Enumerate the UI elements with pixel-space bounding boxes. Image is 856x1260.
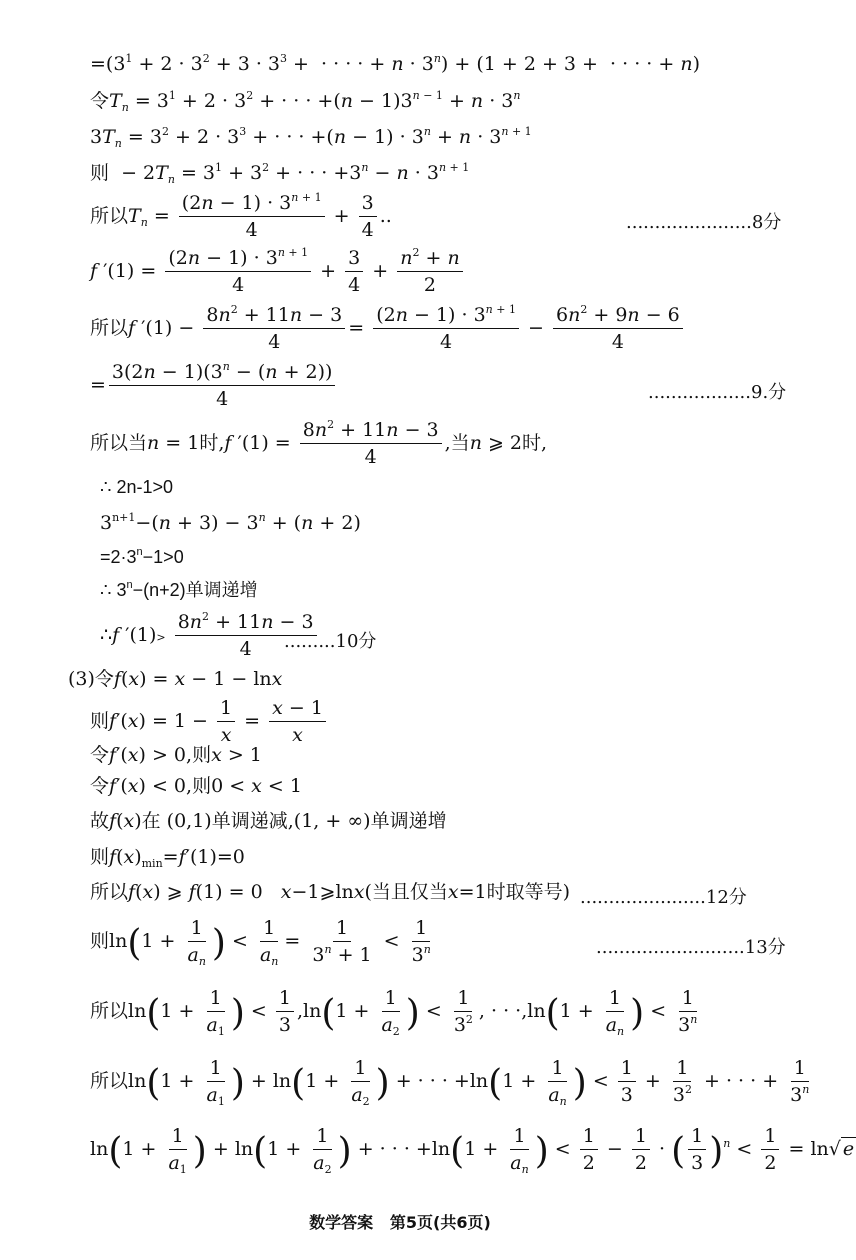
eq-line-16: 则f′(x) = 1 − $\frac{1}{x}$ = $\frac{x - 1}{x}$ <box>90 698 329 746</box>
eq-line-1: $=(3^1 + 2 \cdot 3^2 + 3 \cdot 3^3$ + · · · · + $n \cdot 3^n) + (1 + 2 + 3$ + · · · · + n) <box>90 52 700 75</box>
eq-line-23: 所以ln(1 + $\frac{1}{a_1}$ ) < $\frac{1}{3}$ ,ln(1 + $\frac{1}{a_2}$ ) < $\frac{1}{3^2}$ , · · ·,ln(1 + $\frac{1}{a_n}$ ) < $\frac{1}{3^n}$ <box>90 987 698 1038</box>
eq-line-20: 则$f(x)_{min}=f'(1)=0$ <box>90 846 245 870</box>
footer-label: 数学答案 <box>309 1213 374 1232</box>
eq-line-25: ln(1 + $\frac{1}{a_1}$ ) + ln(1 + $\frac{1}{a_2}$ ) + · · · +ln(1 + $\frac{1}{a_n}$ ) < $\frac{1}{2}$ − $\frac{1}{2}$ · ( $\frac{1}{3}$ )$^n$ < $\frac{1}{2}$ = ln√ e <box>90 1125 855 1176</box>
eq-line-7: 所以f ′(1) − $\frac{8n^2 + 11n - 3}{4}$ = $\frac{(2n - 1) \cdot 3^{n + 1}}{4}$ − $\frac{6n^2 + 9n - 6}{4}$ <box>90 305 686 353</box>
score-10: .........10分 <box>284 631 377 652</box>
footer-page: 第5页(共6页) <box>389 1213 491 1232</box>
eq-line-15: (3)令f(x) = x − 1 − lnx <box>68 668 283 690</box>
eq-line-22: 则ln(1 + $\frac{1}{a_n}$ ) < $\frac{1}{a_n}$ = $\frac{1}{3^n + 1}$ < $\frac{1}{3^n}$ <box>90 917 431 968</box>
eq-line-19: 故f(x)在 (0,1)单调递减,(1, + ∞)单调递增 <box>90 810 447 832</box>
eq-line-8: = $\frac{3(2n - 1)(3^n - (n + 2))}{4}$ <box>90 362 338 410</box>
eq-line-21: 所以f(x) ⩾ f(1) = 0 x−1⩾lnx(当且仅当x=1时取等号) <box>90 881 571 903</box>
score-8: ......................8分 <box>626 212 782 233</box>
eq-line-17: 令f′(x) > 0,则x > 1 <box>90 744 262 766</box>
eq-line-11: $3^{n+1}-(n + 3) - 3^n + (n + 2)$ <box>100 511 361 534</box>
eq-line-13: ∴ $3^n-(n+2)$单调递增 <box>100 579 258 600</box>
eq-line-24: 所以ln(1 + $\frac{1}{a_1}$ ) + ln(1 + $\frac{1}{a_2}$ ) + · · · +ln(1 + $\frac{1}{a_n}$ ) < $\frac{1}{3}$ + $\frac{1}{3^2}$ + · · · + $\frac{1}{3^n}$ <box>90 1057 810 1108</box>
page-footer <box>0 1210 800 1233</box>
eq-line-5: 所以$T_n$ = $\frac{(2n - 1) \cdot 3^{n + 1}}{4}$ + $\frac{3}{4}$ .. <box>90 191 392 241</box>
eq-line-3: $3T_n = 3^2 + 2 \cdot 3^3$ + · · · $+(n - 1) \cdot 3^n + n \cdot 3^{n + 1}$ <box>90 125 532 150</box>
eq-line-14: ∴f ′(1)> $\frac{8n^2 + 11n - 3}{4}$ <box>100 612 320 660</box>
eq-line-10: ∴ 2n-1>0 <box>100 477 174 497</box>
eq-line-12: $=2\cdot 3^n-1>0$ <box>100 546 184 567</box>
eq-line-9: 所以当n = 1时,f ′(1) = $\frac{8n^2 + 11n - 3}{4}$ ,当n ⩾ 2时, <box>90 418 548 468</box>
score-9: ..................9.分 <box>648 382 787 403</box>
eq-line-18: 令f′(x) < 0,则0 < x < 1 <box>90 775 302 797</box>
eq-line-6: f ′(1) = $\frac{(2n - 1) \cdot 3^{n + 1}}{4}$ + $\frac{3}{4}$ + $\frac{n^2 + n}{2}$ <box>90 248 466 296</box>
score-12: ......................12分 <box>580 887 747 908</box>
eq-line-4: 则 − $2T_n = 3^1 + 3^2$ + · · · $+3^n - n \cdot 3^{n + 1}$ <box>90 161 470 186</box>
eq-line-2: 令$T_n = 3^1 + 2 \cdot 3^2$ + · · · $+(n - 1)3^{n - 1} + n \cdot 3^n$ <box>90 89 521 114</box>
score-13: ..........................13分 <box>596 937 786 958</box>
